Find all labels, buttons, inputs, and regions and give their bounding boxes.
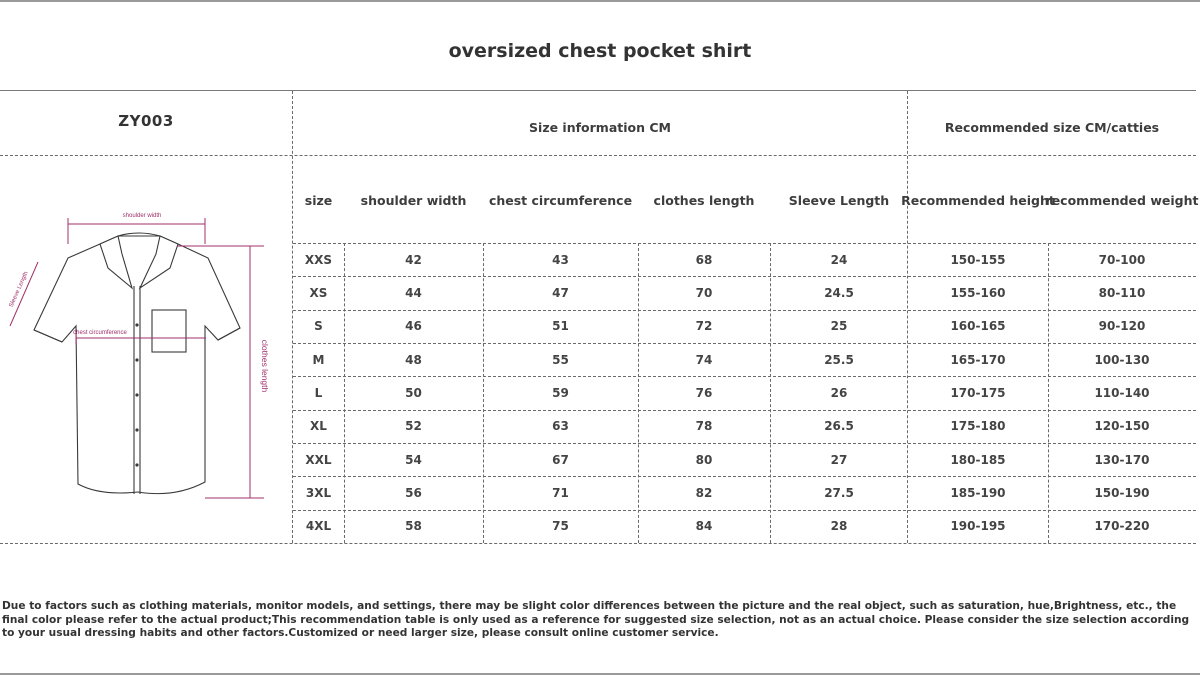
cell-recommended-height: 160-165 [950,319,1006,334]
cell-shoulder-width: 54 [405,452,422,467]
cell-sleeve-length: 24 [830,252,848,267]
cell-clothes-length: 68 [695,252,713,267]
cell-chest-circumference: 55 [552,352,569,367]
cell-recommended-weight: 170-220 [1094,519,1150,534]
cell-shoulder-width: 48 [405,352,422,367]
cell-shoulder-width: 46 [405,319,422,334]
cell-size: 3XL [305,485,332,500]
cell-recommended-height: 185-190 [950,485,1006,500]
top-border [0,0,1200,2]
cell-size: S [314,319,323,334]
column-header-recommended-height: Recommended height [901,192,1055,208]
cell-sleeve-length: 26 [830,385,848,400]
cell-clothes-length: 82 [695,485,713,500]
cell-recommended-height: 180-185 [950,452,1006,467]
cell-recommended-height: 175-180 [950,419,1006,434]
cell-recommended-weight: 130-170 [1094,452,1150,467]
column-header-clothes-length: clothes length [653,192,755,208]
cell-shoulder-width: 56 [405,485,422,500]
shirt-diagram [0,160,292,540]
shirt-outline [34,233,240,494]
cell-size: M [312,352,325,367]
model-code: ZY003 [118,112,174,130]
page-title: oversized chest pocket shirt [448,40,752,62]
cell-size: XL [310,419,327,434]
cell-sleeve-length: 27.5 [824,485,854,500]
cell-recommended-height: 155-160 [950,285,1006,300]
cell-shoulder-width: 50 [405,385,422,400]
cell-chest-circumference: 59 [552,385,569,400]
cell-clothes-length: 70 [695,285,713,300]
cell-recommended-height: 165-170 [950,352,1006,367]
disclaimer-text: Due to factors such as clothing materials, monitor models, and settings, there may be slight color differences between the picture and the real object, such as saturation, hue,Brightness, etc., the final color please refer to the actual product;This recommendation table is only used as a reference for suggested size selection, not as an actual choice. Please consider the size selection according to your usual dressing habits and other factors.Customized or need larger size, please consult online customer service. [2,600,1190,639]
column-header-sleeve-length: Sleeve Length [788,192,890,208]
cell-recommended-height: 190-195 [950,519,1006,534]
cell-chest-circumference: 67 [552,452,569,467]
column-header-shoulder-width: shoulder width [360,192,467,208]
cell-recommended-weight: 120-150 [1094,419,1150,434]
cell-chest-circumference: 51 [552,319,569,334]
cell-recommended-height: 170-175 [950,385,1006,400]
column-header-recommended-weight: recommended weight [1045,192,1199,208]
cell-shoulder-width: 42 [405,252,422,267]
cell-shoulder-width: 44 [405,285,422,300]
cell-chest-circumference: 63 [552,419,569,434]
chest-circumference-label: chest circumference [73,330,127,336]
clothes-length-label: clothes length [260,339,270,393]
cell-shoulder-width: 58 [405,519,422,534]
cell-recommended-weight: 100-130 [1094,352,1150,367]
cell-clothes-length: 76 [695,385,713,400]
cell-chest-circumference: 43 [552,252,569,267]
sleeve-length-marker [9,262,38,326]
table-bottom-border [0,543,1196,544]
column-header-chest-circumference: chest circumference [488,192,633,208]
cell-clothes-length: 74 [695,352,713,367]
shoulder-width-label: shoulder width [122,213,162,219]
cell-chest-circumference: 75 [552,519,569,534]
cell-size: 4XL [305,519,332,534]
cell-size: XS [309,285,328,300]
cell-clothes-length: 78 [695,419,713,434]
column-header-size: size [304,192,333,208]
cell-sleeve-length: 24.5 [824,285,854,300]
cell-recommended-weight: 150-190 [1094,485,1150,500]
cell-clothes-length: 80 [695,452,713,467]
cell-chest-circumference: 47 [552,285,569,300]
cell-sleeve-length: 25 [830,319,848,334]
size-info-group-header: Size information CM [529,119,671,135]
cell-chest-circumference: 71 [552,485,569,500]
recommended-group-header: Recommended size CM/catties [944,119,1160,135]
cell-sleeve-length: 25.5 [824,352,854,367]
cell-recommended-weight: 90-120 [1098,319,1146,334]
cell-recommended-height: 150-155 [950,252,1006,267]
cell-recommended-weight: 80-110 [1098,285,1146,300]
sleeve-length-label: Sleeve Length [8,270,30,309]
cell-clothes-length: 84 [695,519,713,534]
cell-sleeve-length: 26.5 [824,419,854,434]
cell-size: L [314,385,323,400]
cell-sleeve-length: 28 [830,519,848,534]
cell-shoulder-width: 52 [405,419,422,434]
cell-size: XXS [304,252,333,267]
cell-size: XXL [305,452,332,467]
cell-clothes-length: 72 [695,319,713,334]
cell-recommended-weight: 110-140 [1094,385,1150,400]
cell-recommended-weight: 70-100 [1098,252,1146,267]
cell-sleeve-length: 27 [830,452,848,467]
